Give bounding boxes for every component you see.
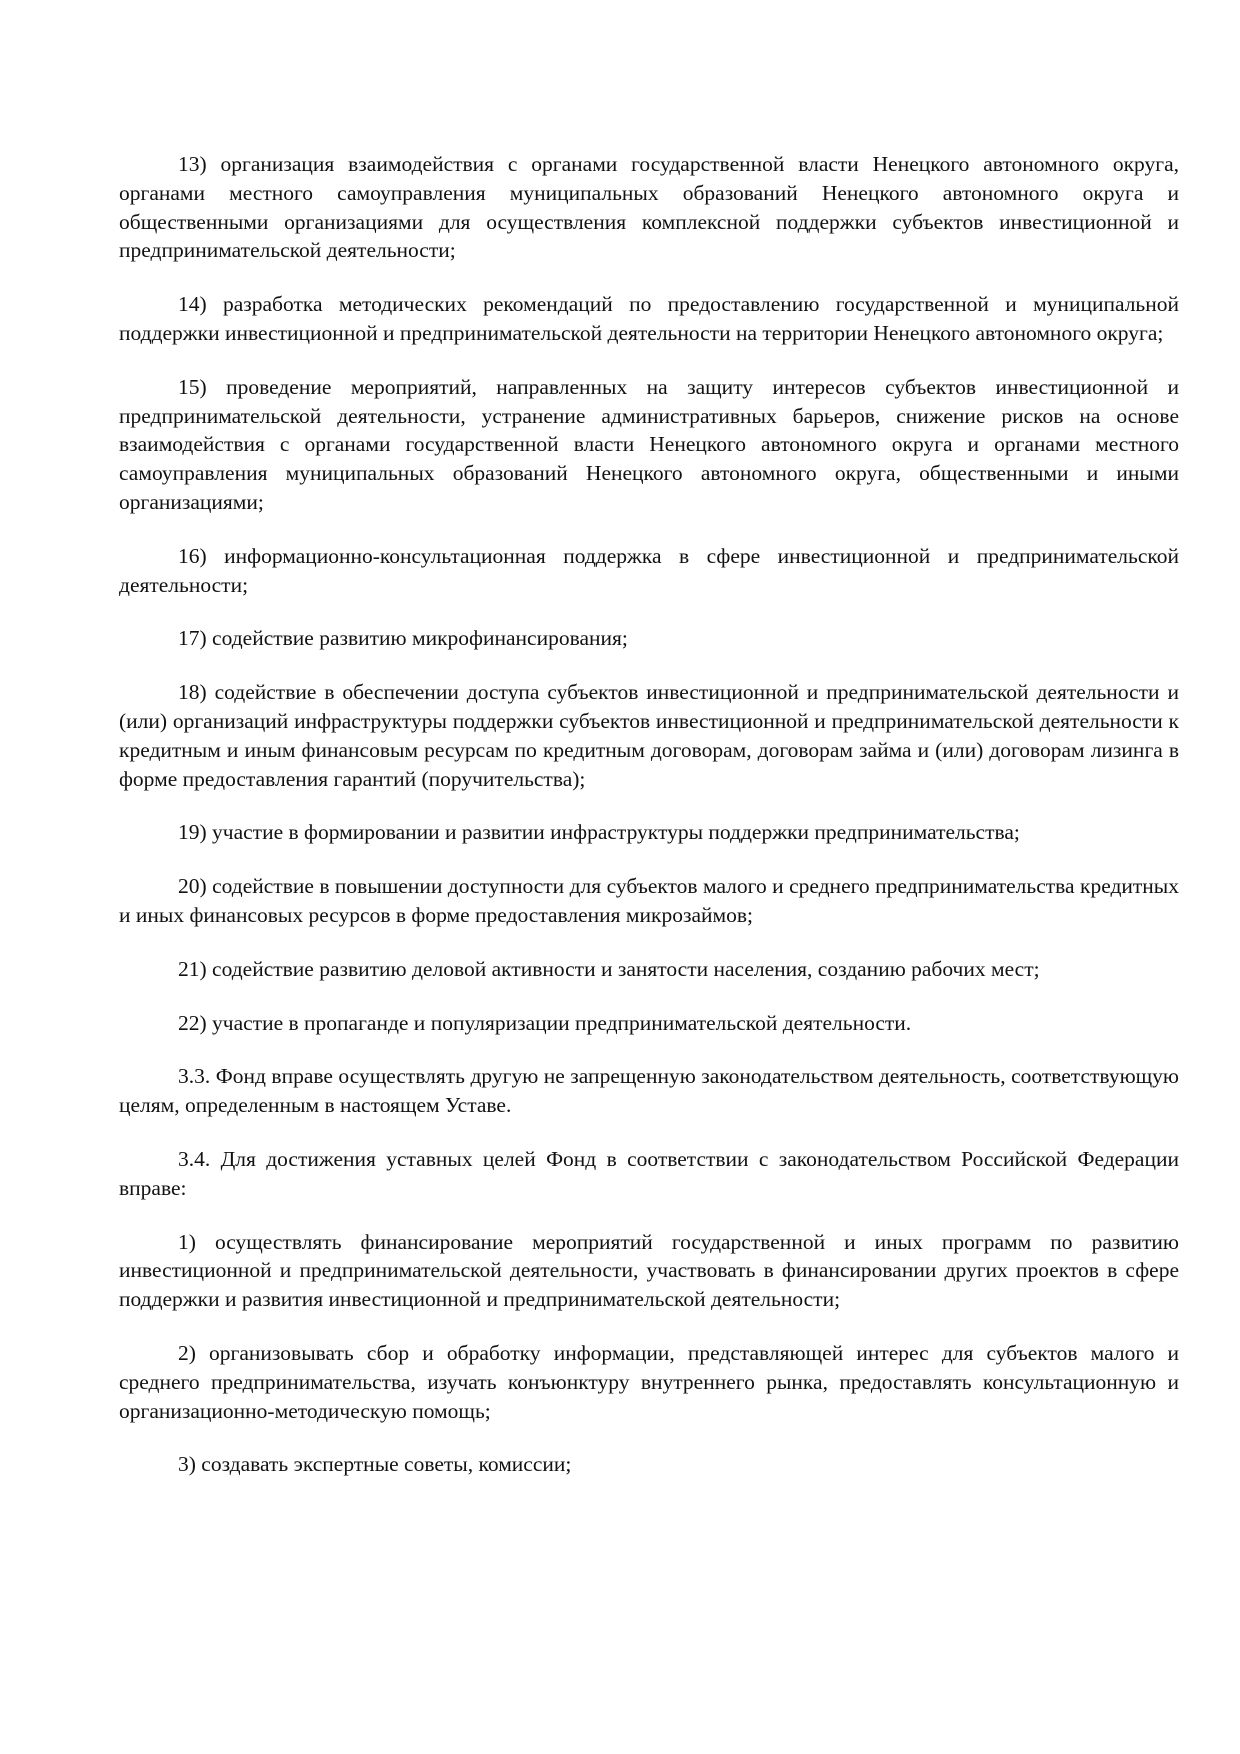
paragraph-item-19: 19) участие в формировании и развитии инфраструктуры поддержки предпринимательства; xyxy=(178,820,1020,845)
paragraph-item-18: 18) содействие в обеспечении доступа субъектов инвестиционной и предпринимательской деятельности и (или) организаций инфраструктуры поддержки субъектов инвестиционной и предпринимательской деятельности к кредитным и иным финансовым ресурсам по кредитным договорам, договорам займа и (или) договорам лизинга в форме предоставления гарантий (поручительства); xyxy=(119,680,1179,791)
paragraph-item-15: 15) проведение мероприятий, направленных на защиту интересов субъектов инвестиционной и предпринимательской деятельности, устранение административных барьеров, снижение рисков на основе взаимодействия с органами государственной власти Ненецкого автономного округа и органами местного самоуправления муниципальных образований Ненецкого автономного округа, общественными и иными организациями; xyxy=(119,374,1179,514)
paragraph-right-2: 2) организовывать сбор и обработку информации, представляющей интерес для субъектов малого и среднего предпринимательства, изучать конъюнктуру внутреннего рынка, предоставлять консультационную и организационно-методическую помощь; xyxy=(119,1340,1179,1423)
paragraph-3-4: 3.4. Для достижения уставных целей Фонд в соответствии с законодательством Российской Федерации вправе: xyxy=(119,1146,1179,1200)
paragraph-item-22: 22) участие в пропаганде и популяризации предпринимательской деятельности. xyxy=(178,1010,912,1035)
paragraph-item-16: 16) информационно-консультационная поддержка в сфере инвестиционной и предпринимательской деятельности; xyxy=(119,543,1179,597)
paragraph-right-1: 1) осуществлять финансирование мероприятий государственной и иных программ по развитию инвестиционной и предпринимательской деятельности, участвовать в финансировании других проектов в сфере поддержки и развития инвестиционной и предпринимательской деятельности; xyxy=(119,1229,1179,1312)
paragraph-3-3: 3.3. Фонд вправе осуществлять другую не запрещенную законодательством деятельность, соответствующую целям, определенным в настоящем Уставе. xyxy=(119,1064,1179,1118)
paragraph-item-14: 14) разработка методических рекомендаций по предоставлению государственной и муниципальной поддержки инвестиционной и предпринимательской деятельности на территории Ненецкого автономного округа; xyxy=(119,292,1179,345)
paragraph-item-17: 17) содействие развитию микрофинансирования; xyxy=(178,626,628,651)
paragraph-right-3: 3) создавать экспертные советы, комиссии; xyxy=(178,1452,572,1477)
document-page xyxy=(119,150,1179,1504)
paragraph-item-13: 13) организация взаимодействия с органами государственной власти Ненецкого автономного округа, органами местного самоуправления муниципальных образований Ненецкого автономного округа и общественными организациями для осуществления комплексной поддержки субъектов инвестиционной и предпринимательской деятельности; xyxy=(119,152,1179,263)
paragraph-item-21: 21) содействие развитию деловой активности и занятости населения, созданию рабочих мест; xyxy=(178,956,1040,981)
paragraph-item-20: 20) содействие в повышении доступности для субъектов малого и среднего предпринимательства кредитных и иных финансовых ресурсов в форме предоставления микрозаймов; xyxy=(119,874,1179,927)
